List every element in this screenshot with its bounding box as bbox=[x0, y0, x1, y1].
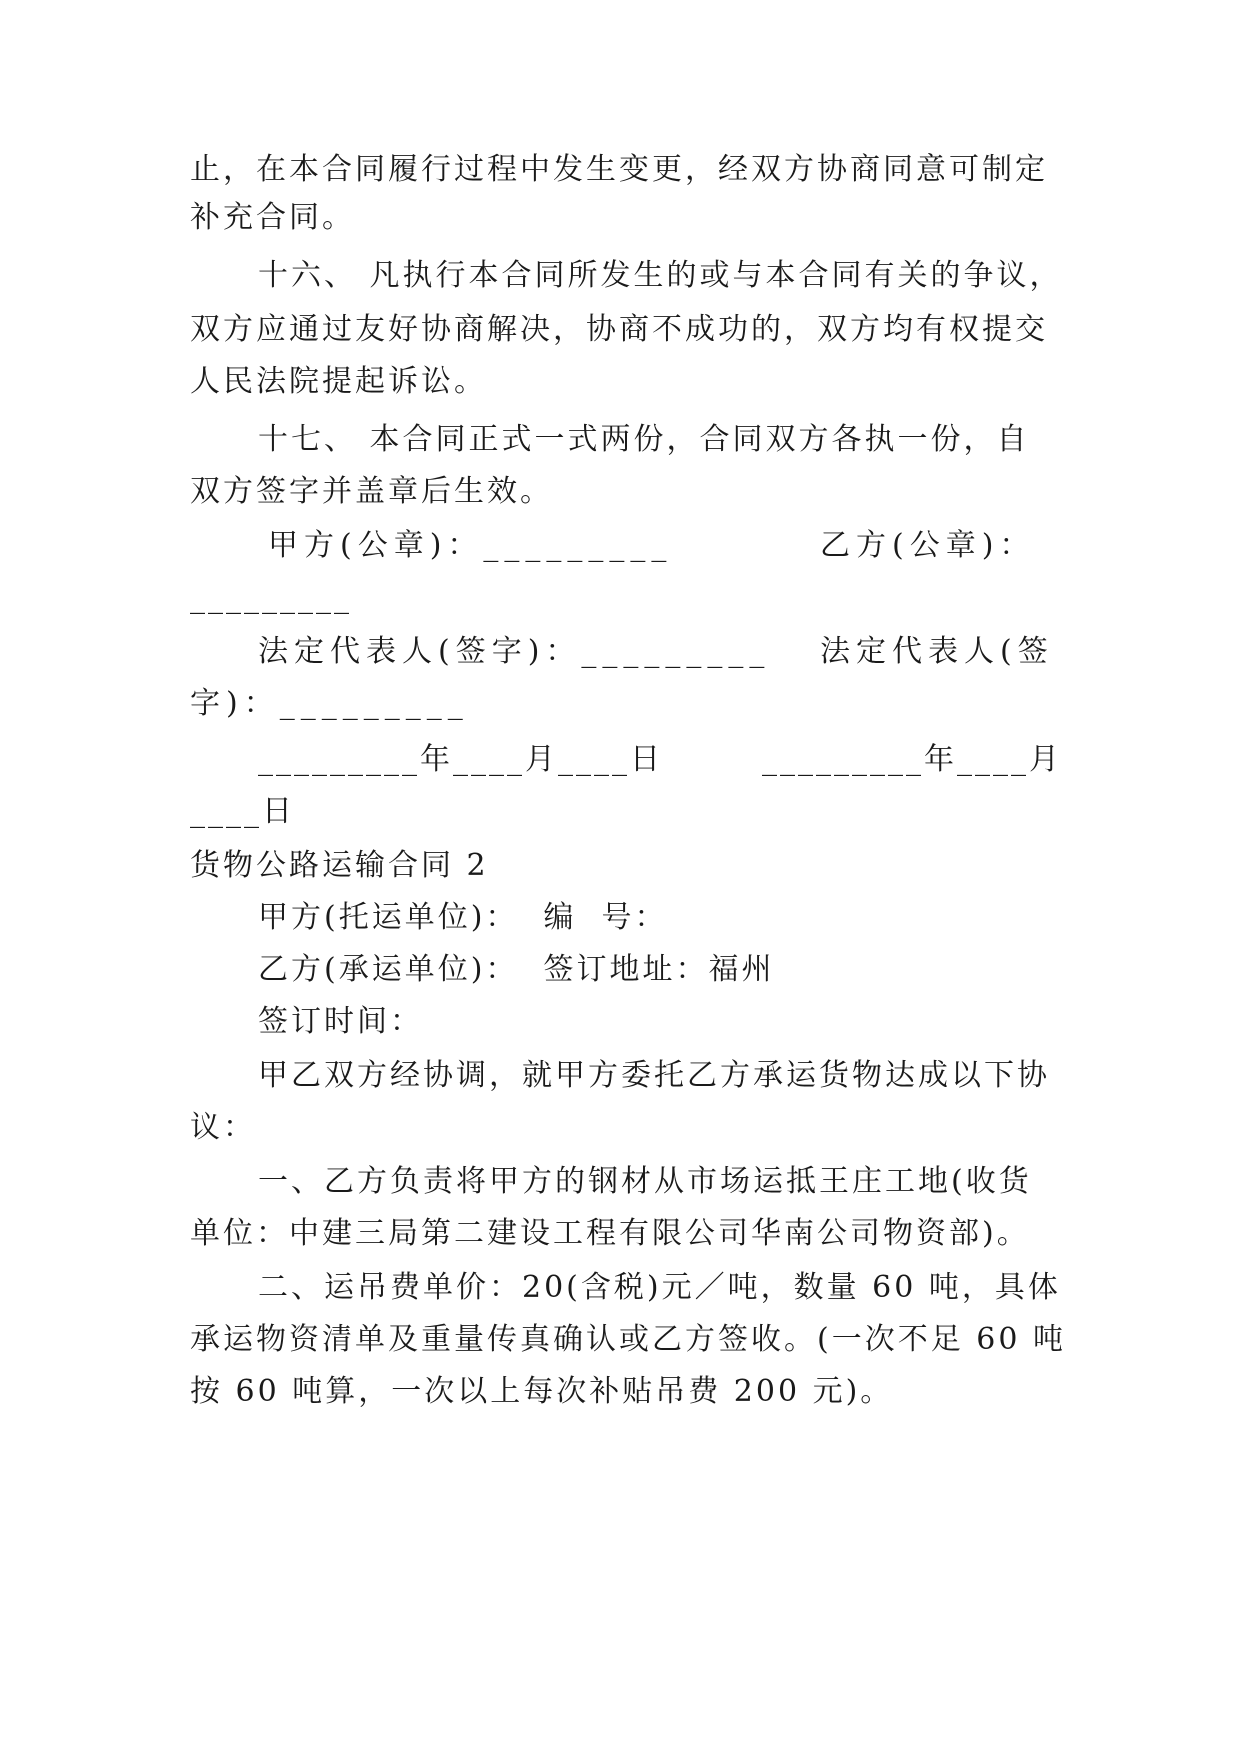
clause-1-line: 一、乙方负责将甲方的钢材从市场运抵王庄工地(收货 bbox=[258, 1164, 1032, 1199]
party-b-representative-field: 法定代表人(签 bbox=[820, 634, 1054, 669]
party-b-date-field: _________年____月 bbox=[762, 742, 1062, 777]
clause-16-line: 十六、 凡执行本合同所发生的或与本合同有关的争议， bbox=[258, 258, 1063, 293]
party-a-seal-field: 甲方(公章)：_________ bbox=[268, 528, 673, 563]
paragraph-line: 双方应通过友好协商解决，协商不成功的，双方均有权提交 bbox=[190, 312, 1048, 347]
party-b-seal-field: 乙方(公章)： bbox=[820, 528, 1036, 563]
paragraph-line: 甲乙双方经协调，就甲方委托乙方承运货物达成以下协 bbox=[258, 1058, 1050, 1093]
party-b-seal-blank: _________ bbox=[190, 580, 352, 615]
paragraph-line: 人民法院提起诉讼。 bbox=[190, 364, 487, 399]
paragraph-line: 双方签字并盖章后生效。 bbox=[190, 474, 553, 509]
signing-time: 签订时间： bbox=[258, 1004, 423, 1039]
party-b-date-day: ____日 bbox=[190, 794, 295, 829]
clause-17-line: 十七、 本合同正式一式两份，合同双方各执一份，自 bbox=[258, 422, 1030, 457]
paragraph-line: 单位：中建三局第二建设工程有限公司华南公司物资部)。 bbox=[190, 1216, 1030, 1251]
party-a-info: 甲方(托运单位)： 编 号： bbox=[258, 900, 668, 935]
paragraph-line: 止，在本合同履行过程中发生变更，经双方协商同意可制定 bbox=[190, 152, 1048, 187]
paragraph-line: 补充合同。 bbox=[190, 200, 355, 235]
paragraph-line: 按 60 吨算，一次以上每次补贴吊费 200 元)。 bbox=[190, 1374, 894, 1409]
paragraph-line: 议： bbox=[190, 1110, 256, 1145]
party-b-representative-blank: 字)：_________ bbox=[190, 686, 469, 721]
contract-title: 货物公路运输合同 2 bbox=[190, 848, 489, 883]
party-a-date-field: _________年____月____日 bbox=[258, 742, 663, 777]
party-b-info: 乙方(承运单位)： 签订地址：福州 bbox=[258, 952, 775, 987]
party-a-representative-field: 法定代表人(签字)：_________ bbox=[258, 634, 771, 669]
paragraph-line: 承运物资清单及重量传真确认或乙方签收。(一次不足 60 吨 bbox=[190, 1322, 1066, 1357]
clause-2-line: 二、运吊费单价：20(含税)元／吨，数量 60 吨，具体 bbox=[258, 1270, 1061, 1305]
